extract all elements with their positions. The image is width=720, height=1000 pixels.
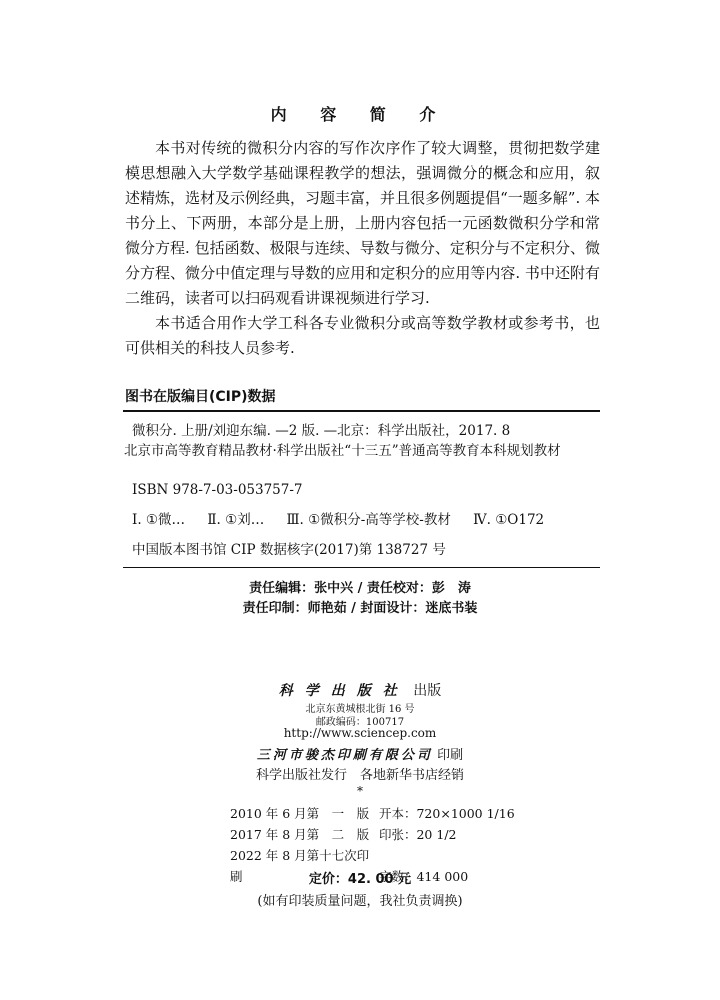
cip-series-line: 北京市高等教育精品教材·科学出版社“十三五”普通高等教育本科规划教材 [124,443,561,459]
imprint-format: 开本：720×1000 1/16 [378,806,515,821]
publisher-postcode: 邮政编码：100717 [315,717,405,728]
intro-paragraph-1: 本书对传统的微积分内容的写作次序作了较大调整，贯彻把数学建模思想融入大学数学基础课程教学的想法，强调微分的概念和应用，叙述精炼，选材及示例经典，习题丰富，并且很多例题提倡“一题多解”. 本书分上、下两册，本部分是上册，上册内容包括一元函数微积分学和常微分方程. 包括函数、极限与连续、导数与微分、定积分与不定积分、微分方程、微分中值定理与导数的应用和定积分的应用等内容. 书中还附有二维码，读者可以扫码观看讲课视频进行学习. [125,139,600,307]
publisher-url: http://www.sciencep.com [283,726,437,740]
publisher-line [0,680,720,700]
distribution-line: 科学出版社发行 各地新华书店经销 [255,768,464,783]
cip-class-1: Ⅰ. ①微… [132,512,186,528]
cip-class-2: Ⅱ. ①刘… [207,512,265,528]
imprint-row-1 [230,803,515,824]
cip-classification [132,510,602,530]
publisher-suffix: 出版 [413,683,442,699]
cip-top-rule [123,410,600,412]
imprint-sheets: 印张：20 1/2 [378,827,457,842]
publisher-address: 北京东黄城根北街 16 号 [305,704,415,715]
quality-notice: (如有印装质量问题，我社负责调换) [257,894,463,909]
cip-title-line: 微积分. 上册/刘迎东编. —2 版. —北京：科学出版社，2017. 8 [132,423,511,439]
price: 定价：42. 00 元 [308,872,412,887]
intro-body [125,136,600,361]
imprint-row-2 [230,824,456,845]
printer-logo: 三河市骏杰印刷有限公司 [256,748,433,763]
cip-isbn: ISBN 978-7-03-053757-7 [132,482,303,498]
cip-record-number: 中国版本图书馆 CIP 数据核字(2017)第 138727 号 [132,542,446,558]
credits-line-2: 责任印制：师艳茹 / 封面设计：迷底书装 [242,601,478,616]
page-title: 内 容 简 介 [270,105,450,124]
imprint-edition-2: 2017 年 8 月第 二 版 [230,827,370,842]
imprint-printing: 2022 年 8 月第十七次印刷 [230,848,370,884]
credits-line-1: 责任编辑：张中兴 / 责任校对：彭 涛 [249,581,471,596]
cip-heading: 图书在版编目(CIP)数据 [125,389,276,405]
imprint-word-count: 字数：414 000 [378,869,469,884]
separator-star: * [357,784,363,798]
cip-bottom-rule [123,567,600,568]
printer-suffix: 印刷 [437,748,464,763]
intro-paragraph-2: 本书适合用作大学工科各专业微积分或高等数学教材或参考书，也可供相关的科技人员参考. [125,314,600,357]
cip-class-4: Ⅳ. ①O172 [473,512,545,528]
imprint-edition-1: 2010 年 6 月第 一 版 [230,806,370,821]
printer-line [0,744,720,763]
publisher-logo: 科学出版社 [278,683,409,699]
cip-class-3: Ⅲ. ①微积分-高等学校-教材 [286,512,451,528]
